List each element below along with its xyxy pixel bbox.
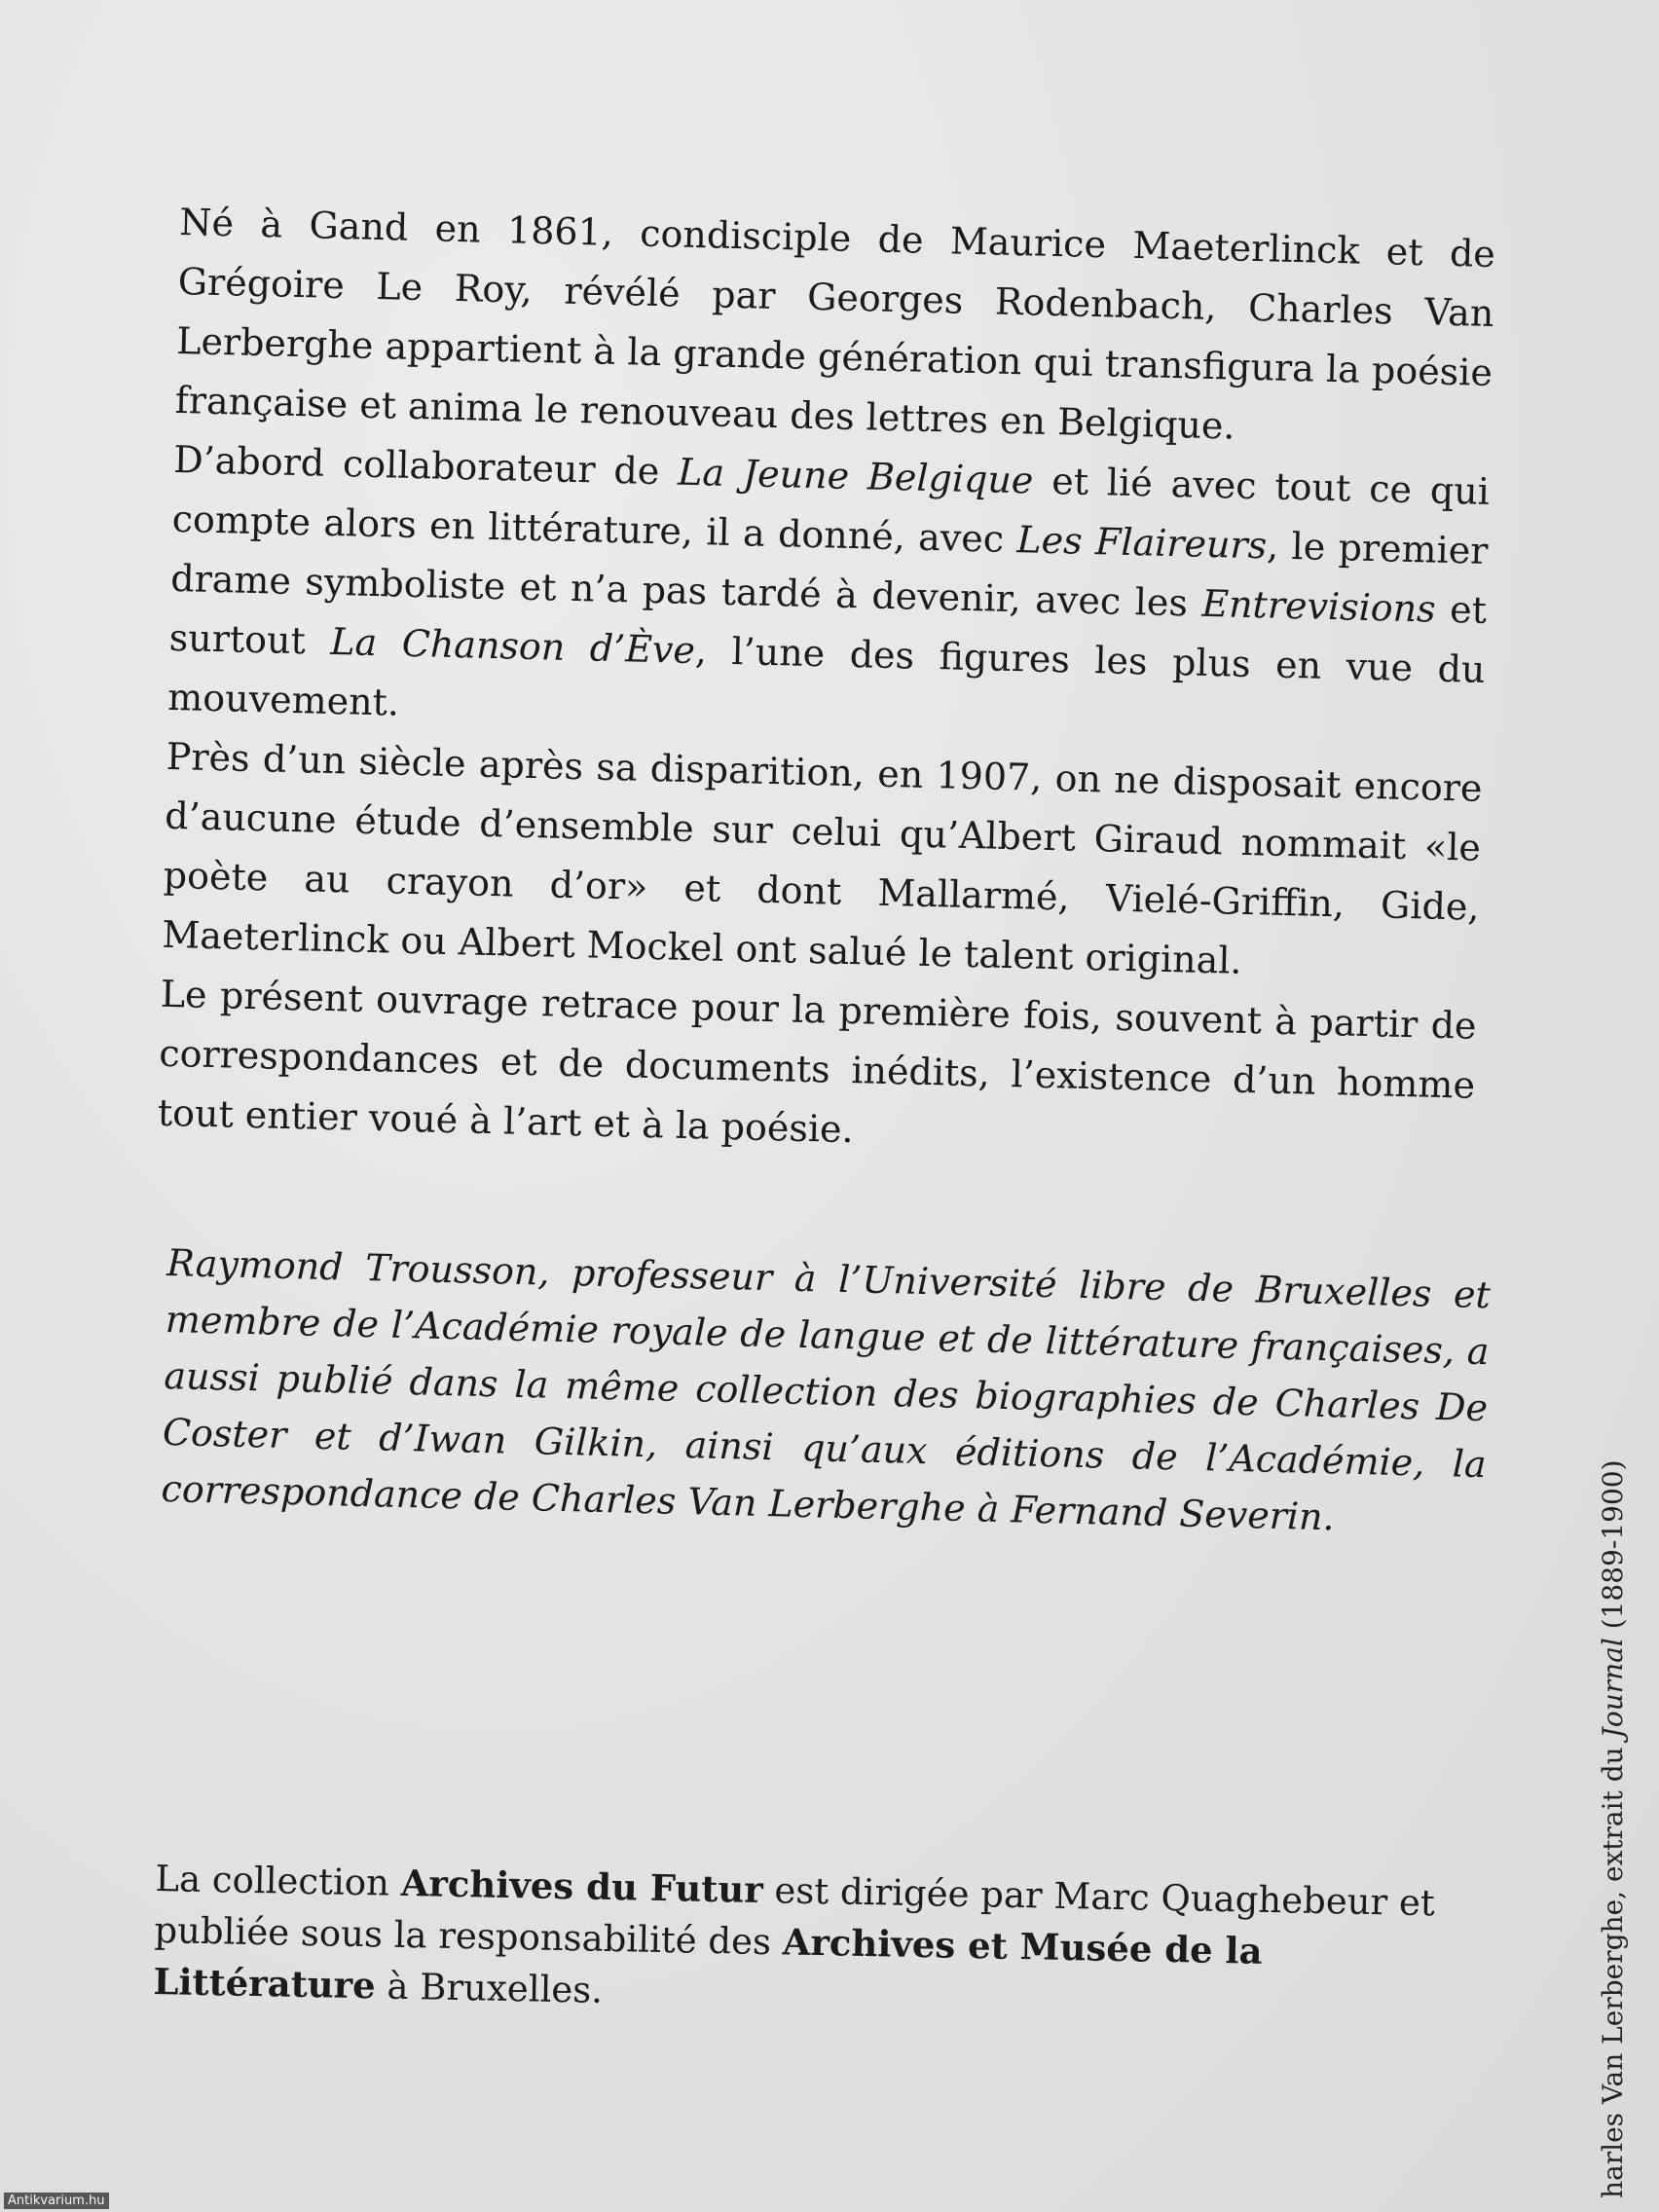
- collection-name: Archives du Futur: [400, 1861, 764, 1911]
- collection-text-3: à Bruxelles.: [375, 1965, 604, 2011]
- paragraph-book-summary: [157, 965, 1477, 1175]
- paragraph-biography-intro: [174, 193, 1496, 462]
- credit-text-2: (1889-1900): [1597, 1459, 1629, 1639]
- italic-title: Entrevisions: [1200, 581, 1437, 631]
- publisher-name: Archives et Musée de la Littérature: [153, 1920, 1264, 2008]
- watermark: Antikvarium.hu: [4, 2193, 109, 2209]
- text-segment: Près d’un siècle après sa disparition, en 1907, on ne disposait encore d’aucune étude d’ensemble sur celui qu’Albert Giraud nommait «le poète au crayon d’or» et dont Mallarmé, Vielé-Griffin, Gide, Maeterlinck ou Albert Mockel ont salué le talent original.: [161, 734, 1483, 982]
- author-bio: Raymond Trousson, professeur à l’Université libre de Bruxelles et membre de l’Académie royale de langue et de littérature françaises, a aussi publié dans la même collection des biographies de Charles De Coster et d’Iwan Gilkin, ainsi qu’aux éditions de l’Académie, la correspondance de Charles Van Lerberghe à Fernand Severin.: [161, 1240, 1492, 1539]
- collection-text-2: est dirigée par Marc Quaghebeur et publiée sous la responsabilité des: [154, 1868, 1436, 1964]
- text-segment: et lié avec tout ce qui compte alors en littérature, il a donné, avec: [171, 459, 1491, 562]
- collection-note: [153, 1853, 1480, 2033]
- italic-title: La Chanson d’Ève: [329, 619, 696, 673]
- text-segment: , l’une des figures les plus en vue du mouvement.: [166, 629, 1486, 724]
- italic-title: Les Flaireurs: [1015, 518, 1268, 568]
- text-segment: Né à Gand en 1861, condisciple de Maurice Maeterlinck et de Grégoire Le Roy, révélé par Georges Rodenbach, Charles Van Lerberghe appartient à la grande génération qui transfigura la poésie française et anima le renouveau des lettres en Belgique.: [174, 200, 1496, 448]
- text-segment: D’abord collaborateur de: [172, 437, 679, 494]
- text-segment: et surtout: [168, 587, 1488, 663]
- text-segment: , le premier drame symboliste et n’a pas tardé à devenir, avec les: [169, 524, 1489, 625]
- credit-italic: Journal: [1597, 1638, 1629, 1739]
- paragraph-reception: [162, 727, 1484, 997]
- italic-title: La Jeune Belgique: [677, 450, 1034, 502]
- description-text: [157, 193, 1495, 1175]
- credit-text-1: harles Van Lerberghe, extrait du: [1597, 1738, 1629, 2198]
- image-credit: [1597, 1459, 1629, 2198]
- paragraph-works: [167, 430, 1491, 759]
- collection-text-1: La collection: [155, 1857, 402, 1904]
- text-segment: Le présent ouvrage retrace pour la première fois, souvent à partir de correspondances et de documents inédits, l’existence d’un homme tout entier voué à l’art et à la poésie.: [157, 972, 1478, 1152]
